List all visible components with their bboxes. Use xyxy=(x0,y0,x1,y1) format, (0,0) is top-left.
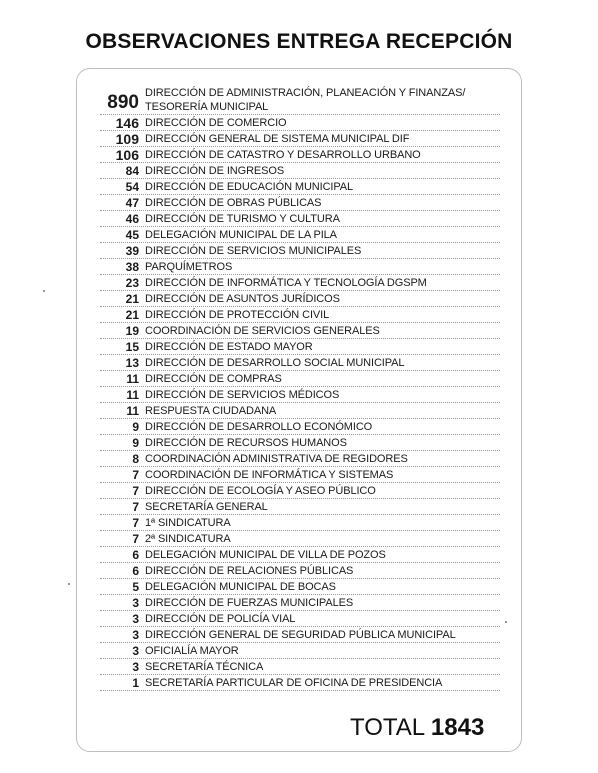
item-count: 3 xyxy=(132,612,139,626)
list-item xyxy=(100,307,500,323)
item-label: 1ª SINDICATURA xyxy=(145,517,231,529)
item-label: DIRECCIÓN DE RECURSOS HUMANOS xyxy=(145,437,347,449)
item-count: 7 xyxy=(132,484,139,498)
item-count: 3 xyxy=(132,596,139,610)
item-label: COORDINACIÓN DE INFORMÁTICA Y SISTEMAS xyxy=(145,469,394,481)
item-count: 21 xyxy=(125,308,139,322)
item-count: 11 xyxy=(126,372,139,386)
list-item xyxy=(100,227,500,243)
item-count: 15 xyxy=(125,340,139,354)
item-count: 21 xyxy=(125,292,139,306)
item-count: 7 xyxy=(132,516,139,530)
total-line xyxy=(350,714,484,742)
item-count: 9 xyxy=(132,436,139,450)
item-label: DIRECCIÓN DE ECOLOGÍA Y ASEO PÚBLICO xyxy=(145,485,376,497)
item-count: 106 xyxy=(115,147,139,163)
item-label: PARQUÍMETROS xyxy=(145,261,233,273)
list-item xyxy=(100,211,500,227)
list-item xyxy=(100,355,500,371)
item-label: DIRECCIÓN DE RELACIONES PÚBLICAS xyxy=(145,565,354,577)
list-item xyxy=(100,323,500,339)
item-label: DIRECCIÓN DE OBRAS PÚBLICAS xyxy=(145,197,322,209)
item-label: OFICIALÍA MAYOR xyxy=(145,645,239,657)
item-count: 23 xyxy=(125,276,139,290)
item-count: 3 xyxy=(132,660,139,674)
list-item xyxy=(100,195,500,211)
item-count: 39 xyxy=(125,244,139,258)
page-title: OBSERVACIONES ENTREGA RECEPCIÓN xyxy=(85,30,513,53)
item-count: 3 xyxy=(132,628,139,642)
list-item xyxy=(100,611,500,627)
item-count: 13 xyxy=(125,356,139,370)
item-label: DIRECCIÓN DE CATASTRO Y DESARROLLO URBANO xyxy=(145,149,421,161)
item-label: DIRECCIÓN DE POLICÍA VIAL xyxy=(145,613,296,625)
item-label: DIRECCIÓN DE SERVICIOS MÉDICOS xyxy=(145,389,340,401)
list-item xyxy=(100,179,500,195)
item-label: DIRECCIÓN DE ADMINISTRACIÓN, PLANEACIÓN Y FINANZAS/ TESORERÍA MUNICIPAL xyxy=(145,87,466,113)
item-label: DIRECCIÓN DE ESTADO MAYOR xyxy=(145,341,313,353)
item-count: 19 xyxy=(125,324,139,338)
list-item xyxy=(100,515,500,531)
item-count: 9 xyxy=(132,420,139,434)
list-item xyxy=(100,387,500,403)
list-item xyxy=(100,131,500,147)
observations-list xyxy=(100,83,500,691)
scan-speck xyxy=(43,290,45,292)
list-item xyxy=(100,675,500,691)
list-item xyxy=(100,291,500,307)
item-count: 890 xyxy=(107,92,139,113)
item-label: 2ª SINDICATURA xyxy=(145,533,231,545)
item-count: 11 xyxy=(126,404,139,418)
list-item xyxy=(100,499,500,515)
list-item xyxy=(100,547,500,563)
item-label: DIRECCIÓN GENERAL DE SEGURIDAD PÚBLICA MUNICIPAL xyxy=(145,629,456,641)
item-label: DIRECCIÓN DE SERVICIOS MUNICIPALES xyxy=(145,245,362,257)
item-label: DIRECCIÓN DE DESARROLLO ECONÓMICO xyxy=(145,421,373,433)
item-label: DIRECCIÓN DE COMPRAS xyxy=(145,373,282,385)
list-item xyxy=(100,467,500,483)
list-item xyxy=(100,435,500,451)
list-item xyxy=(100,403,500,419)
item-label: DIRECCIÓN DE FUERZAS MUNICIPALES xyxy=(145,597,354,609)
scan-speck xyxy=(505,621,507,623)
item-count: 109 xyxy=(115,131,139,147)
item-count: 11 xyxy=(126,388,139,402)
item-label: DIRECCIÓN DE PROTECCIÓN CIVIL xyxy=(145,309,330,321)
item-count: 45 xyxy=(125,228,139,242)
list-item xyxy=(100,163,500,179)
total-value: 1843 xyxy=(430,714,485,741)
list-item xyxy=(100,275,500,291)
item-count: 6 xyxy=(132,548,139,562)
item-count: 7 xyxy=(132,468,139,482)
item-count: 8 xyxy=(132,452,139,466)
item-label: DIRECCIÓN DE INGRESOS xyxy=(145,165,285,177)
list-item xyxy=(100,643,500,659)
item-label: DIRECCIÓN DE DESARROLLO SOCIAL MUNICIPAL xyxy=(145,357,405,369)
item-label: DELEGACIÓN MUNICIPAL DE VILLA DE POZOS xyxy=(145,549,386,561)
list-item xyxy=(100,531,500,547)
item-count: 46 xyxy=(125,212,139,226)
list-item xyxy=(100,595,500,611)
list-item xyxy=(100,339,500,355)
item-label: SECRETARÍA TÉCNICA xyxy=(145,661,264,673)
item-label: COORDINACIÓN ADMINISTRATIVA DE REGIDORES xyxy=(145,453,408,465)
item-count: 7 xyxy=(132,532,139,546)
list-item xyxy=(100,483,500,499)
item-label: DIRECCIÓN DE INFORMÁTICA Y TECNOLOGÍA DGSPM xyxy=(145,277,427,289)
item-count: 5 xyxy=(132,580,139,594)
scan-speck xyxy=(68,583,70,585)
item-label: DIRECCIÓN DE TURISMO Y CULTURA xyxy=(145,213,340,225)
list-item xyxy=(100,115,500,131)
item-count: 54 xyxy=(125,180,139,194)
item-count: 1 xyxy=(132,676,139,690)
item-label: SECRETARÍA PARTICULAR DE OFICINA DE PRESIDENCIA xyxy=(145,677,443,689)
item-count: 146 xyxy=(115,115,139,131)
list-item xyxy=(100,451,500,467)
item-count: 47 xyxy=(125,196,139,210)
list-item xyxy=(100,243,500,259)
list-item xyxy=(100,659,500,675)
item-label: COORDINACIÓN DE SERVICIOS GENERALES xyxy=(145,325,380,337)
item-label: RESPUESTA CIUDADANA xyxy=(145,405,277,417)
item-label: DIRECCIÓN DE COMERCIO xyxy=(145,117,287,129)
list-item xyxy=(100,371,500,387)
item-count: 3 xyxy=(132,644,139,658)
item-label: DELEGACIÓN MUNICIPAL DE BOCAS xyxy=(145,581,336,593)
list-item xyxy=(100,419,500,435)
list-item xyxy=(100,83,500,115)
list-item xyxy=(100,627,500,643)
item-label: DELEGACIÓN MUNICIPAL DE LA PILA xyxy=(145,229,337,241)
item-label: DIRECCIÓN GENERAL DE SISTEMA MUNICIPAL DIF xyxy=(145,133,410,145)
item-count: 6 xyxy=(132,564,139,578)
item-count: 38 xyxy=(125,260,139,274)
list-item xyxy=(100,579,500,595)
item-label: DIRECCIÓN DE ASUNTOS JURÍDICOS xyxy=(145,293,340,305)
item-count: 84 xyxy=(125,164,139,178)
list-item xyxy=(100,563,500,579)
item-label: SECRETARÍA GENERAL xyxy=(145,501,268,513)
item-label: DIRECCIÓN DE EDUCACIÓN MUNICIPAL xyxy=(145,181,354,193)
item-count: 7 xyxy=(132,500,139,514)
total-label: TOTAL xyxy=(350,714,425,741)
list-item xyxy=(100,259,500,275)
list-item xyxy=(100,147,500,163)
